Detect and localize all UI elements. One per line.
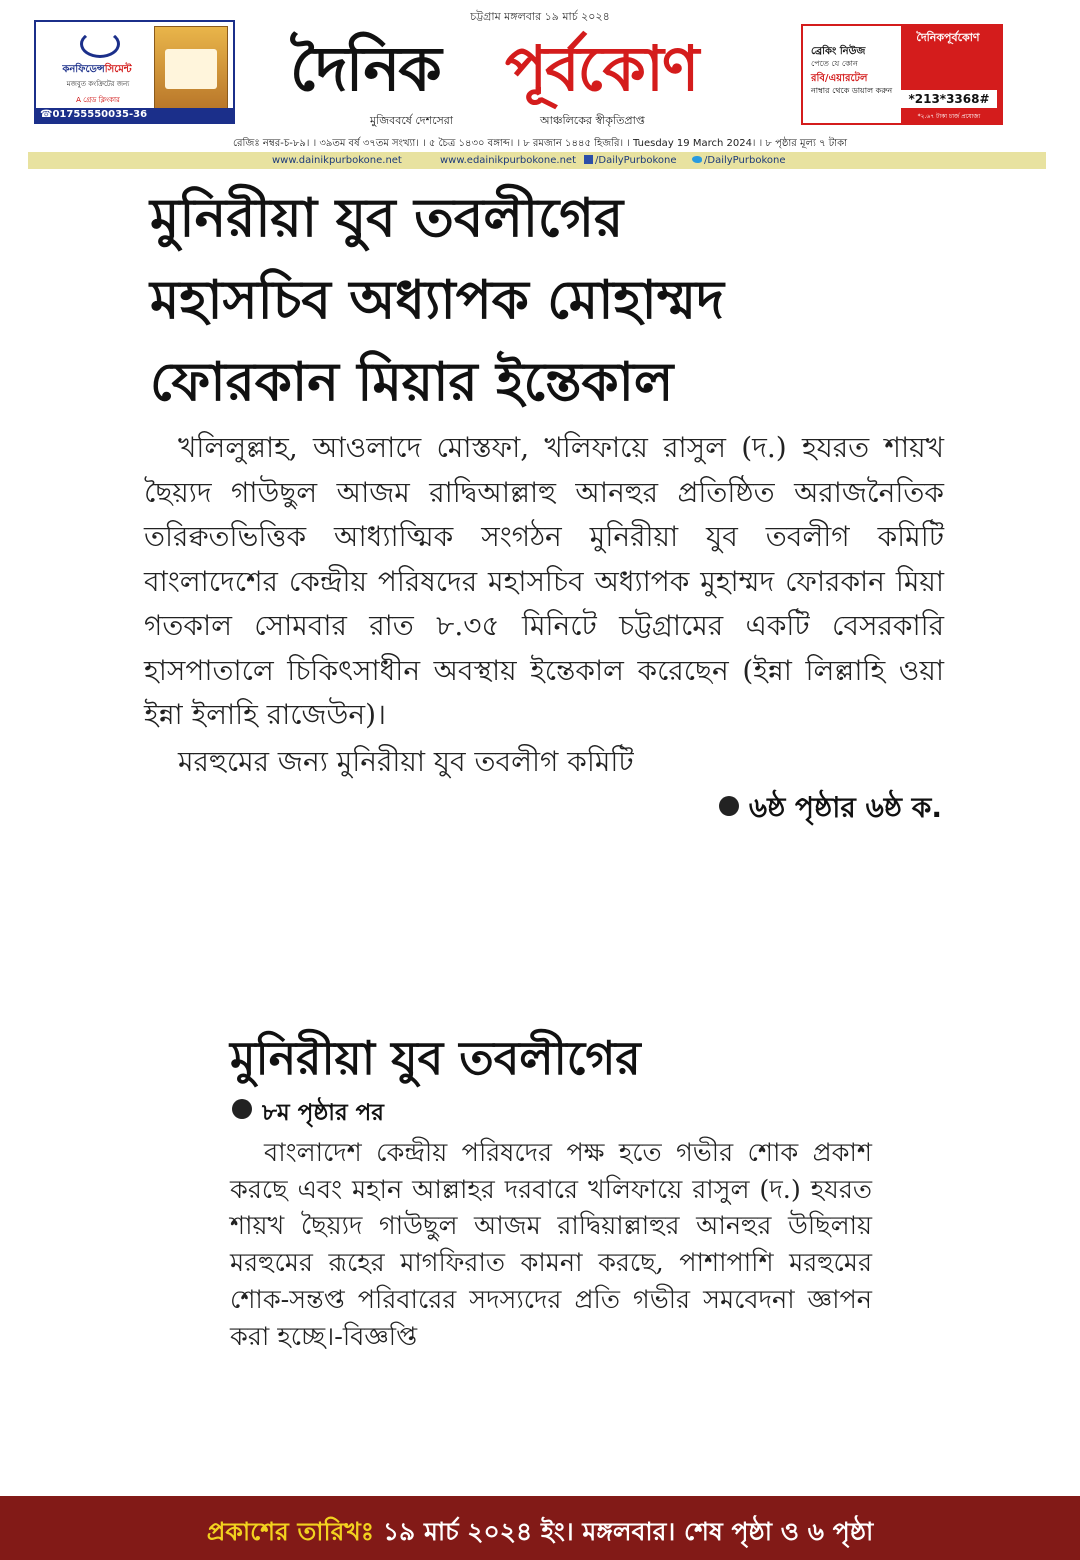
ad-breaking-news: ব্রেকিং নিউজ bbox=[811, 46, 866, 57]
tagline-left: মুজিববর্ষে দেশসেরা bbox=[370, 114, 454, 127]
newspaper-title bbox=[290, 22, 760, 118]
continuation-paragraph: বাংলাদেশ কেন্দ্রীয় পরিষদের পক্ষ হতে গভীর শোক প্রকাশ করছে এবং মহান আল্লাহর দরবারে খলিফায়ে রাসুল (দ.) হযরত শায়খ ছৈয়্যদ গাউছুল আজম রাদ্বিয়াল্লাহুর আনহুর উছিলায় মরহুমের রূহের মাগফিরাত কামনা করছে, পাশাপাশি মরহুমের শোক-সন্তপ্ত পরিবারের সদস্যদের প্রতি গভীর সমবেদনা জ্ঞাপন করা হচ্ছে।-বিজ্ঞপ্তি bbox=[230, 1138, 872, 1352]
continuation-headline: মুনিরীয়া যুব তবলীগের bbox=[230, 1031, 641, 1085]
title-part-purbokone: পূর্বকোণ bbox=[505, 32, 698, 105]
ad-dial-code: *213*3368# bbox=[901, 90, 997, 108]
breaking-news-advertisement bbox=[801, 24, 1003, 125]
cement-logo-icon bbox=[80, 30, 120, 58]
ad-dial: নাম্বার থেকে ডায়াল করুন bbox=[811, 86, 893, 95]
footer-date: ১৯ মার্চ ২০২৪ ইং। মঙ্গলবার। শেষ পৃষ্ঠা ও ৬ পৃষ্ঠা bbox=[374, 1517, 874, 1546]
article-headline-line-2: মহাসচিব অধ্যাপক মোহাম্মদ bbox=[150, 270, 724, 331]
footer-label: প্রকাশের তারিখঃ bbox=[206, 1517, 375, 1546]
newspaper-masthead bbox=[0, 0, 1080, 175]
tagline-right: আঞ্চলিকের স্বীকৃতিপ্রাপ্ত bbox=[540, 114, 645, 127]
article-paragraph-2: মরহুমের জন্য মুনিরীয়া যুব তবলীগ কমিটি bbox=[178, 744, 634, 778]
article-main bbox=[130, 178, 956, 1010]
publication-date-footer bbox=[0, 1496, 1080, 1560]
ad-phone-number: ☎01755550035-36 bbox=[36, 108, 233, 122]
twitter-icon bbox=[692, 156, 702, 163]
bullet-icon bbox=[719, 796, 739, 816]
article-continuation bbox=[222, 1022, 890, 1492]
article-headline-line-3: ফোরকান মিয়ার ইন্তেকাল bbox=[150, 352, 674, 413]
title-part-dainik: দৈনিক bbox=[290, 32, 440, 105]
ad-line-1: মজবুত কংক্রিটের জন্য bbox=[66, 80, 130, 88]
ad-header: দৈনিকপূর্বকোণ bbox=[916, 31, 980, 44]
ad-brand-name: কনফিডেন্সসিমেন্ট bbox=[62, 64, 132, 75]
facebook-icon bbox=[584, 155, 593, 164]
bullet-icon bbox=[232, 1099, 252, 1119]
ad-any: পেতে যে কোন bbox=[811, 59, 858, 68]
ad-operators: রবি/এয়ারটেল bbox=[811, 73, 868, 84]
masthead-info-line: রেজিঃ নম্বর-চ-৮৯। । ৩৯তম বর্ষ ৩৭তম সংখ্যা। । ৫ চৈত্র ১৪৩০ বঙ্গাব্দ। । ৮ রমজান ১৪৪৫ হিজরি। । Tuesday 19 March 2024। । ৮ পৃষ্ঠার মূল্য ৭ টাকা bbox=[233, 138, 847, 149]
epaper-link[interactable]: www.edainikpurbokone.net bbox=[440, 155, 577, 166]
ad-charge-note: *২.৬৭ টাকা চার্জ প্রযোজ্য bbox=[917, 113, 981, 120]
continued-on-page: ৬ষ্ঠ পৃষ্ঠার ৬ষ্ঠ ক. bbox=[130, 786, 942, 833]
continued-from-page: ৮ম পৃষ্ঠার পর bbox=[232, 1094, 890, 1133]
masthead-date-line: চট্টগ্রাম মঙ্গলবার ১৯ মার্চ ২০২৪ bbox=[470, 10, 610, 23]
web-links-bar bbox=[28, 152, 1046, 169]
website-link[interactable]: www.dainikpurbokone.net bbox=[272, 155, 402, 166]
article-headline-line-1: মুনিরীয়া যুব তবলীগের bbox=[150, 188, 624, 249]
facebook-link[interactable]: /DailyPurbokone bbox=[584, 152, 676, 169]
ad-line-2: A গ্রেড ক্লিংকার bbox=[76, 96, 120, 104]
cement-advertisement bbox=[34, 20, 235, 124]
twitter-link[interactable]: /DailyPurbokone bbox=[692, 152, 785, 169]
cement-bag-icon bbox=[154, 26, 228, 110]
article-paragraph-1: খলিলুল্লাহ, আওলাদে মোস্তফা, খলিফায়ে রাসুল (দ.) হযরত শায়খ ছৈয়্যদ গাউছুল আজম রাদ্বিআল্লাহু আনহুর প্রতিষ্ঠিত অরাজনৈতিক তরিক্বতভিত্তিক আধ্যাত্মিক সংগঠন মুনিরীয়া যুব তবলীগ কমিটি বাংলাদেশের কেন্দ্রীয় পরিষদের মহাসচিব অধ্যাপক মুহাম্মদ ফোরকান মিয়া গতকাল সোমবার রাত ৮.৩৫ মিনিটে চট্টগ্রামের একটি বেসরকারি হাসপাতালে চিকিৎসাধীন অবস্থায় ইন্তেকাল করেছেন (ইন্না লিল্লাহি ওয়া ইন্না ইলাহি রাজেউন)। bbox=[144, 431, 944, 731]
